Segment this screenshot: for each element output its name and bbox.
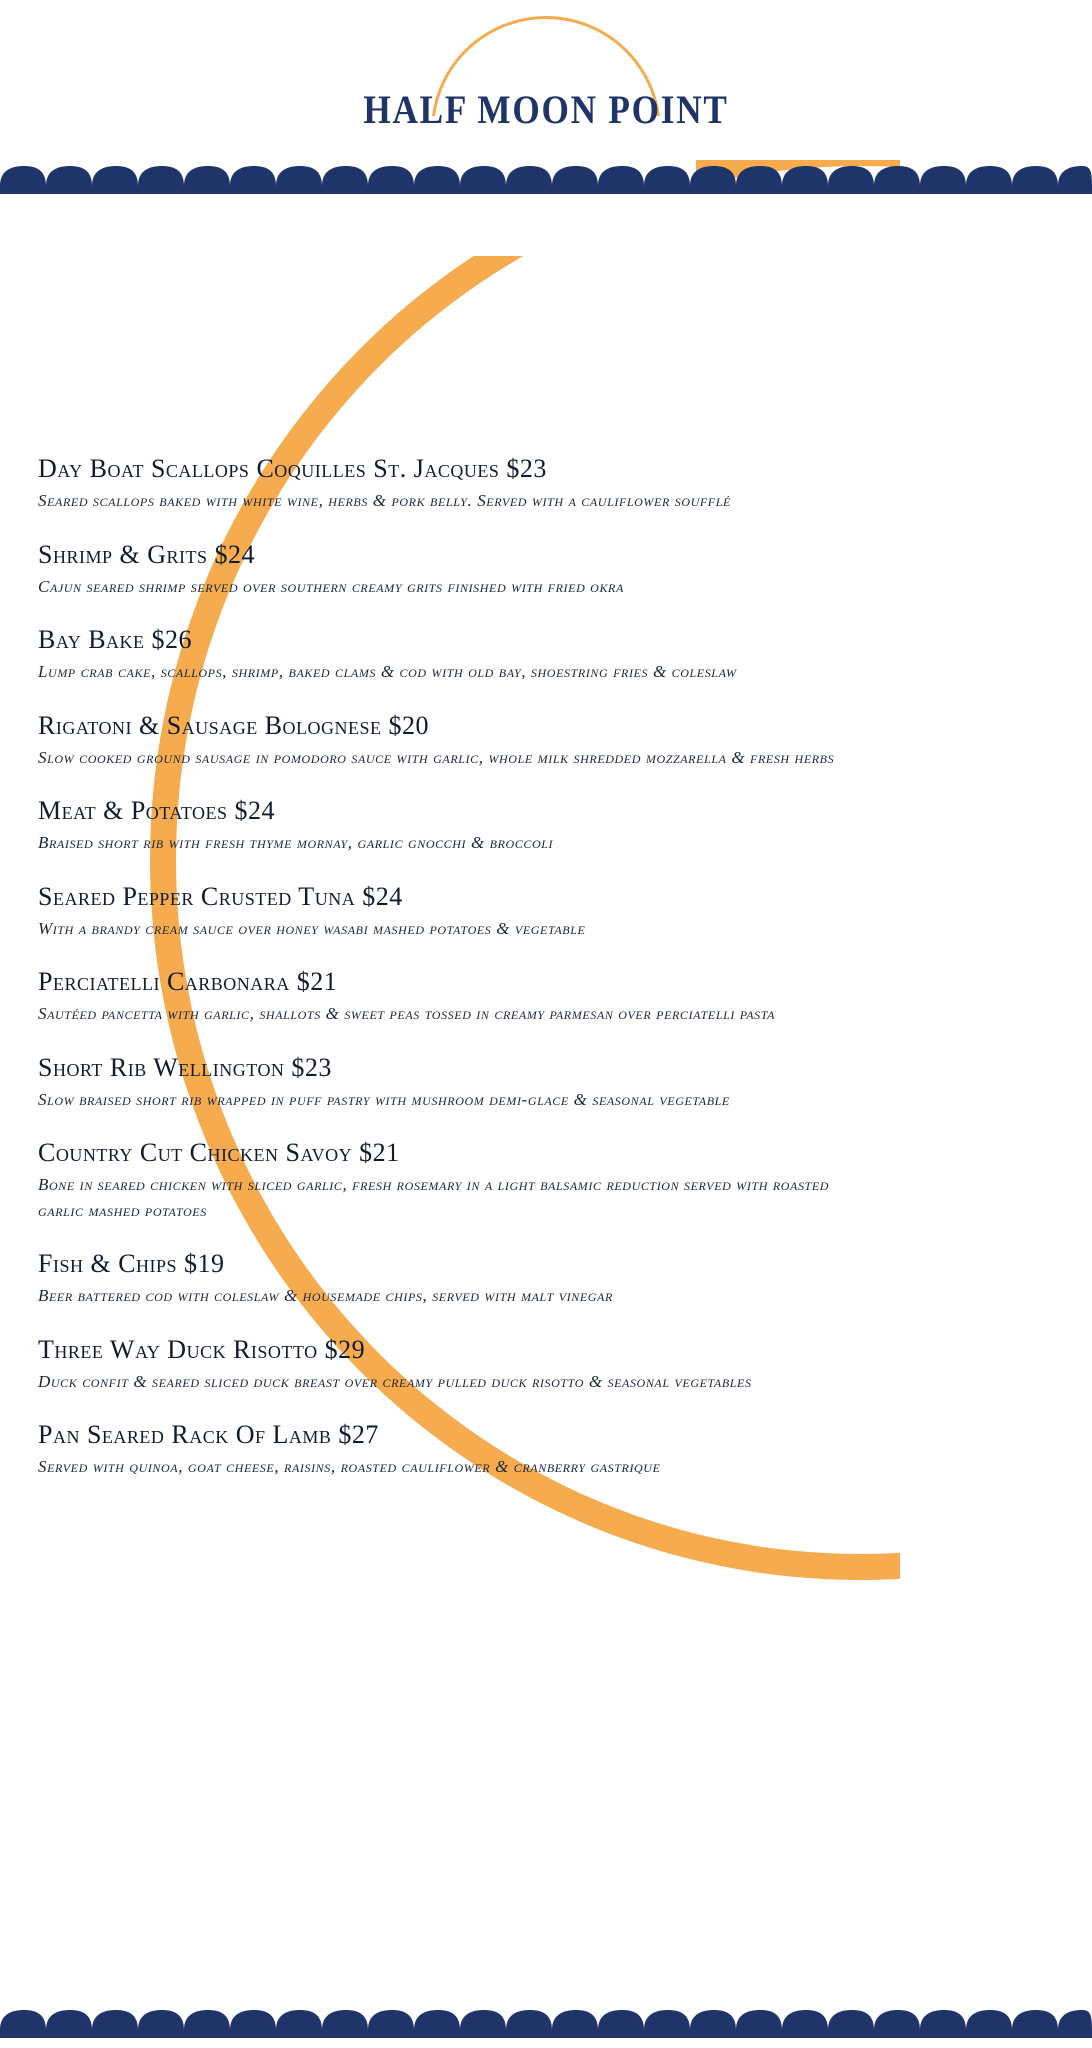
- menu-item-description: Slow braised short rib wrapped in puff pastry with mushroom demi-glace & seasonal vegetable: [38, 1089, 730, 1109]
- menu-item-title: Country Cut Chicken Savoy $21: [38, 1138, 400, 1167]
- menu-item-title: Rigatoni & Sausage Bolognese $20: [38, 710, 430, 740]
- menu-item-description: Cajun seared shrimp served over southern creamy grits finished with fried okra: [38, 576, 624, 596]
- menu-item-title: Three Way Duck Risotto $29: [38, 1334, 366, 1364]
- menu-item-title: Meat & Potatoes $24: [38, 796, 276, 825]
- menu-item-title: Day Boat Scallops Coquilles St. Jacques $23: [38, 454, 547, 483]
- menu-item-description: Beer battered cod with coleslaw & housemade chips, served with malt vinegar: [38, 1286, 613, 1305]
- menu-item-description: With a brandy cream sauce over honey wasabi mashed potatoes & vegetable: [38, 918, 586, 938]
- brand-title: HALF MOON POINT: [363, 87, 729, 132]
- menu-item: [38, 1335, 1036, 1395]
- menu-item: [38, 796, 1036, 856]
- menu-item-description: Braised short rib with fresh thyme mornay, garlic gnocchi & broccoli: [38, 833, 554, 852]
- menu-item-title: Seared Pepper Crusted Tuna $24: [38, 881, 403, 911]
- menu-item-title: Short Rib Wellington $23: [38, 1052, 332, 1082]
- menu-header: [0, 0, 1092, 160]
- menu-item-title: Perciatelli Carbonara $21: [38, 967, 338, 996]
- wave-divider-icon: [0, 2008, 1092, 2038]
- menu-item-title: Pan Seared Rack Of Lamb $27: [38, 1420, 379, 1449]
- menu-item-title: Shrimp & Grits $24: [38, 539, 255, 569]
- menu-item: [38, 625, 1036, 685]
- menu-item: [38, 1053, 1036, 1113]
- menu-item: [38, 711, 1036, 771]
- menu-item: [38, 1249, 1036, 1309]
- menu-item: [38, 967, 1036, 1027]
- menu-item-description: Seared scallops baked with white wine, herbs & pork belly. Served with a cauliflower soufflé: [38, 491, 731, 510]
- menu-item-description: Sautéed pancetta with garlic, shallots & sweet peas tossed in creamy parmesan over perciatelli pasta: [38, 1004, 776, 1023]
- menu-item: [38, 1138, 1036, 1223]
- menu-item-description: Lump crab cake, scallops, shrimp, baked clams & cod with old bay, shoestring fries & coleslaw: [38, 662, 737, 681]
- menu-item-description: Slow cooked ground sausage in pomodoro sauce with garlic, whole milk shredded mozzarella & fresh herbs: [38, 747, 835, 767]
- menu-item-description: Bone in seared chicken with sliced garlic, fresh rosemary in a light balsamic reduction served with roasted garlic mashed potatoes: [38, 1175, 830, 1220]
- wave-divider-icon: [0, 164, 1092, 194]
- menu-item: [38, 540, 1036, 600]
- menu-list: [0, 194, 1092, 1480]
- menu-item: [38, 454, 1036, 514]
- menu-item-title: Bay Bake $26: [38, 625, 193, 654]
- menu-item-title: Fish & Chips $19: [38, 1249, 225, 1278]
- menu-item-description: Duck confit & seared sliced duck breast over creamy pulled duck risotto & seasonal vegetables: [38, 1371, 752, 1391]
- menu-item: [38, 882, 1036, 942]
- menu-item: [38, 1420, 1036, 1480]
- menu-item-description: Served with quinoa, goat cheese, raisins, roasted cauliflower & cranberry gastrique: [38, 1457, 661, 1476]
